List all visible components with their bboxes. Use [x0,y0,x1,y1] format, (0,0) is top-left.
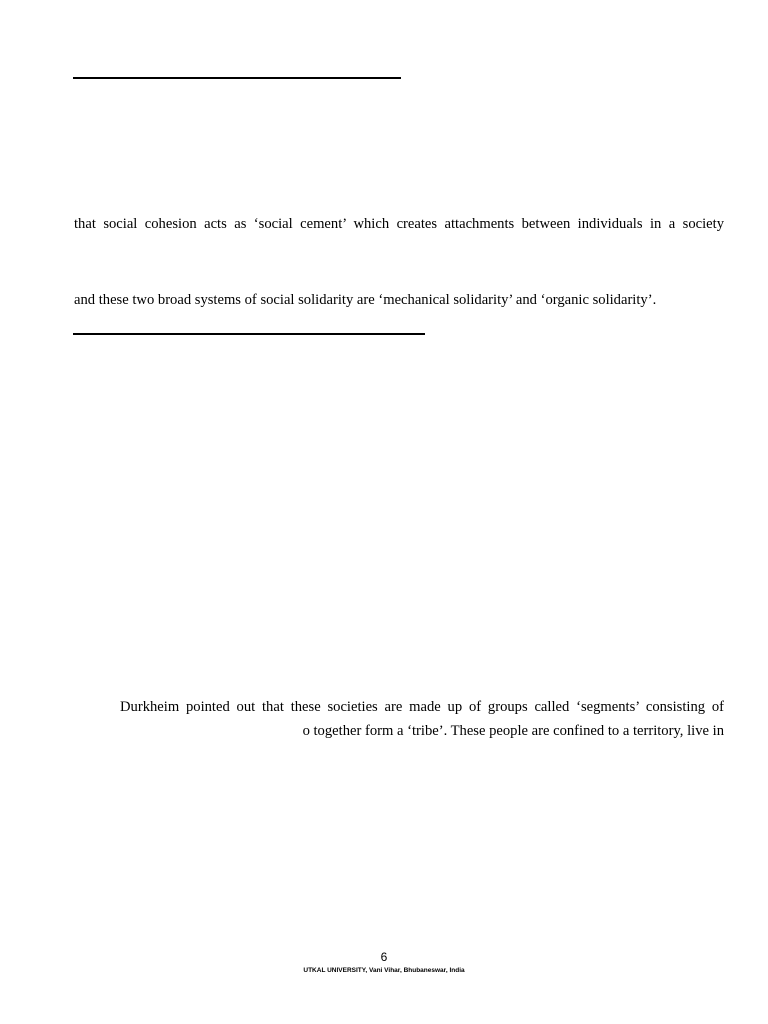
body-text-line: that social cohesion acts as ‘social cement’ which creates attachments between individuals in a society [74,216,724,232]
page-number: 6 [380,950,388,964]
footer-institution: UTKAL UNIVERSITY, Vani Vihar, Bhubaneswar, India [303,967,465,974]
body-text-line: o together form a ‘tribe’. These people are confined to a territory, live in [302,723,724,739]
body-text-line: Durkheim pointed out that these societies are made up of groups called ‘segments’ consisting of [120,699,724,715]
horizontal-rule [73,77,401,79]
horizontal-rule [73,333,425,335]
body-text-line: and these two broad systems of social solidarity are ‘mechanical solidarity’ and ‘organic solidarity’. [74,292,657,308]
